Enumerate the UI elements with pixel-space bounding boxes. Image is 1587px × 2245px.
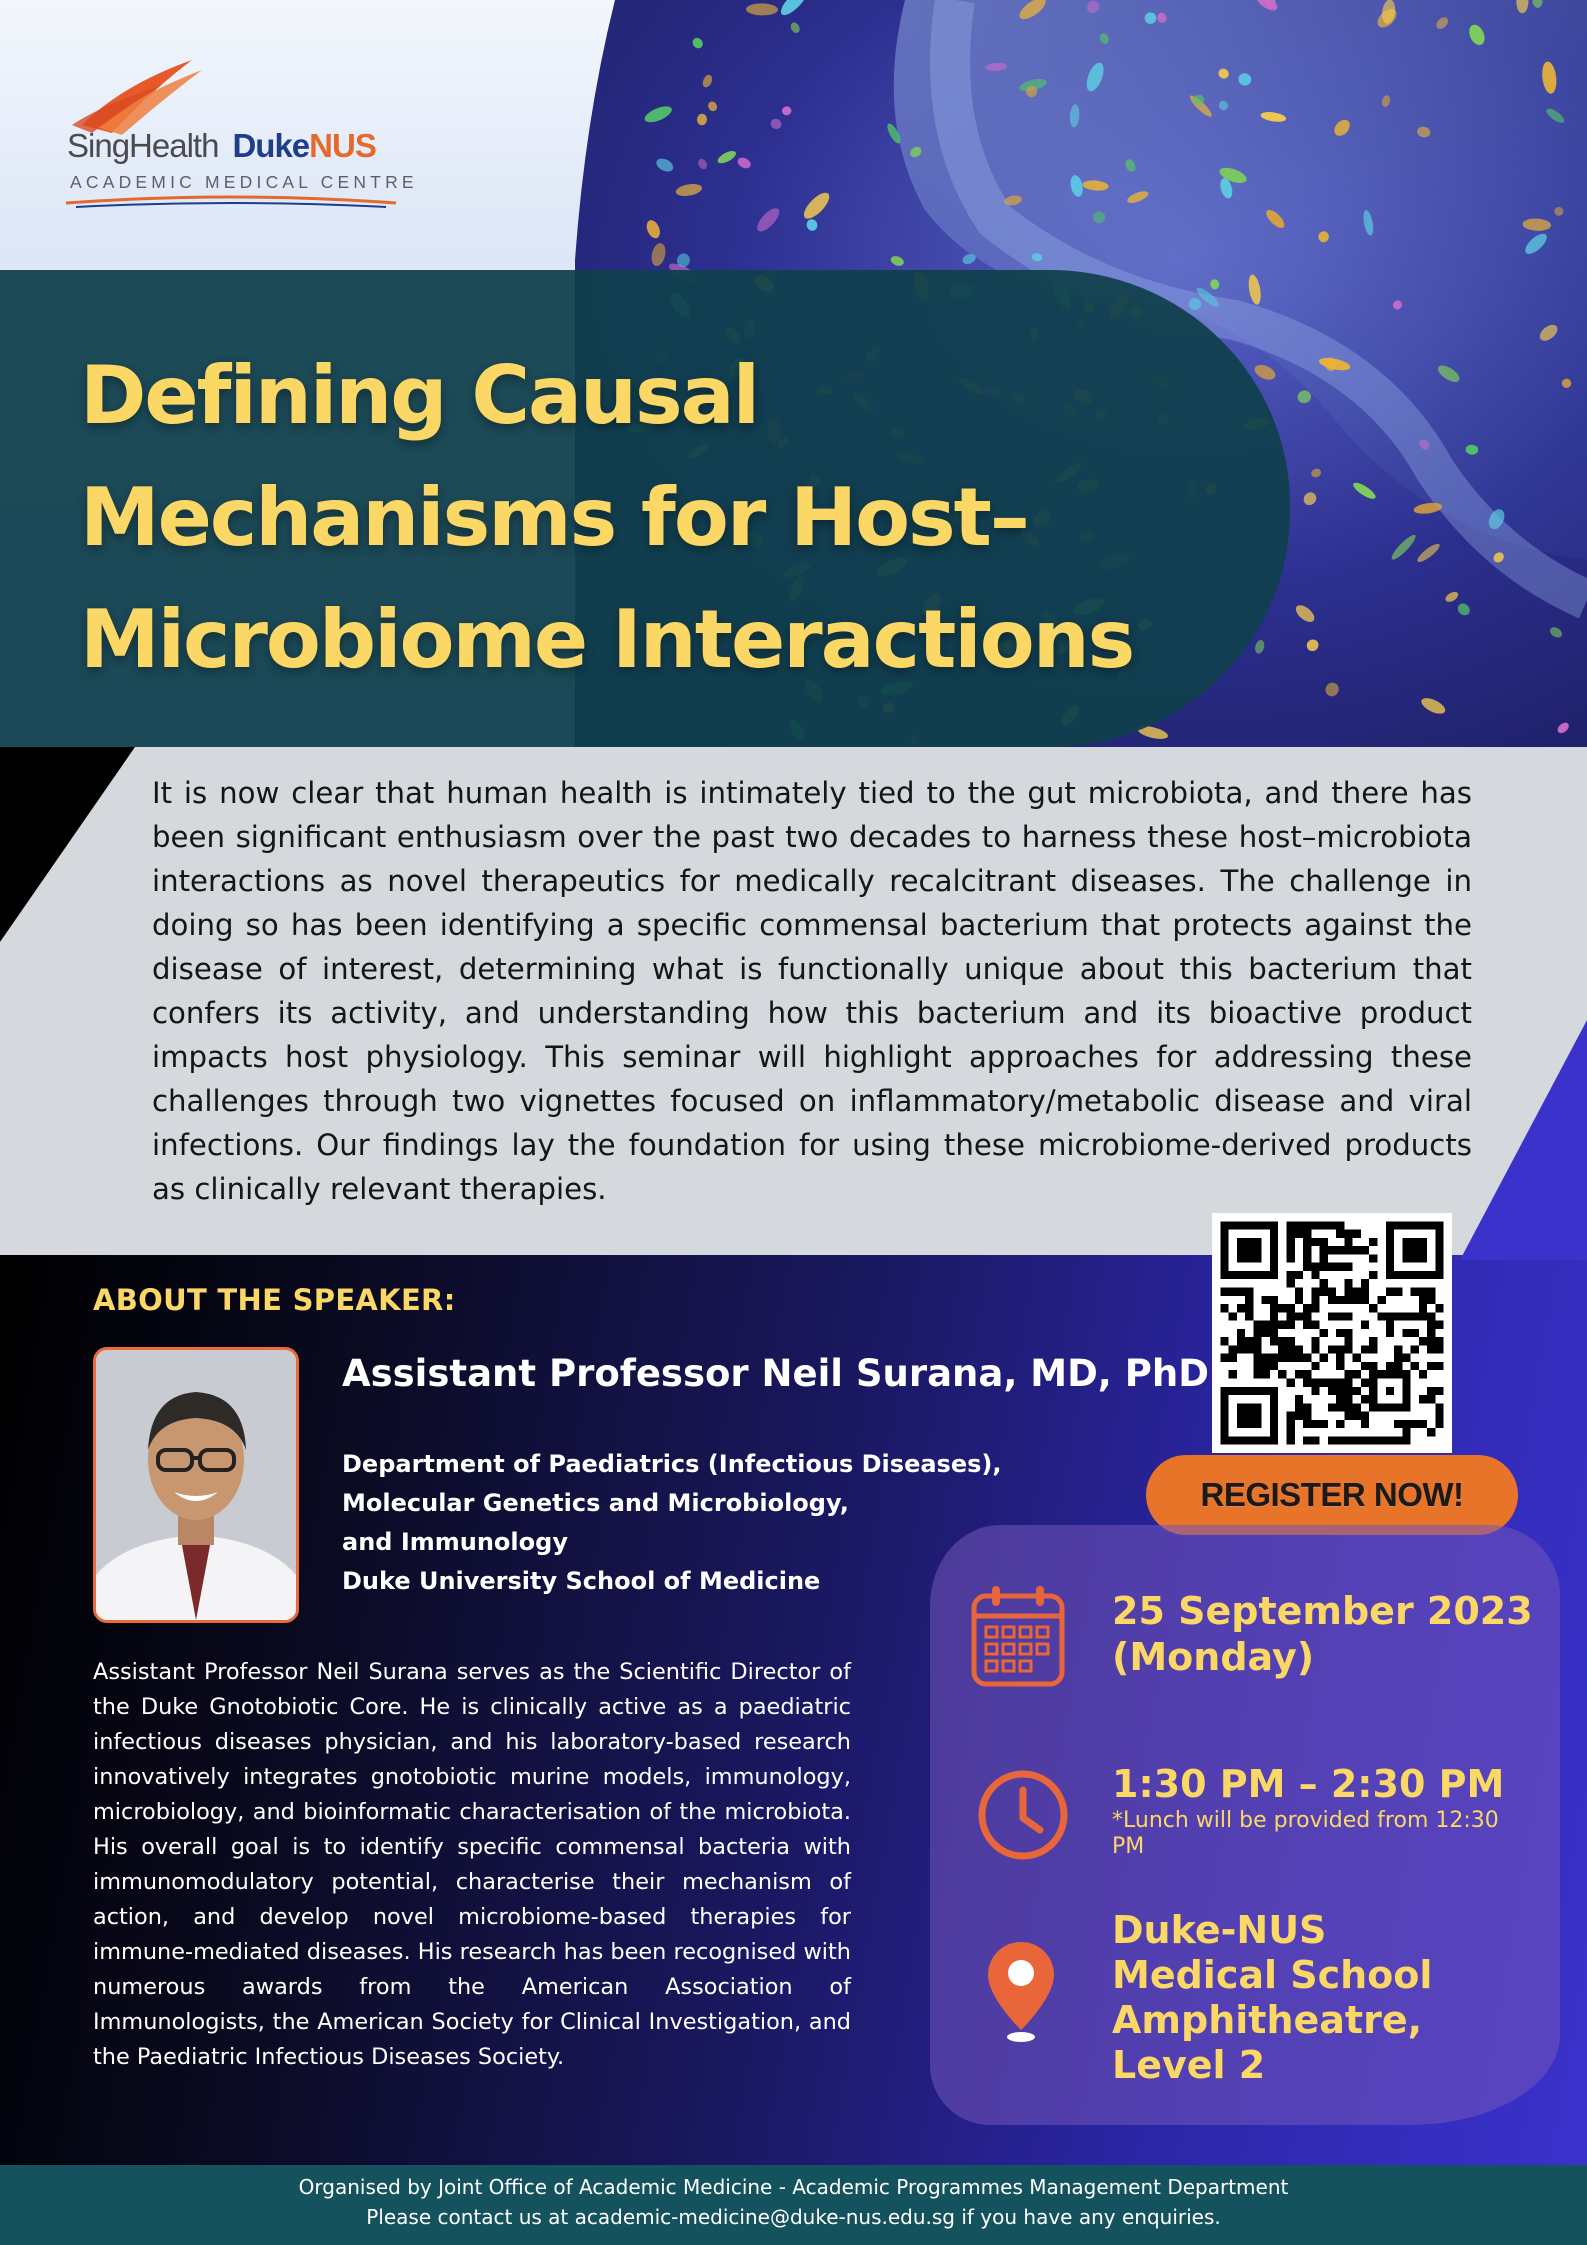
qr-module <box>1427 1329 1435 1337</box>
qr-module <box>1353 1246 1361 1254</box>
qr-module <box>1270 1321 1278 1329</box>
qr-module <box>1303 1354 1311 1362</box>
qr-module <box>1378 1436 1386 1444</box>
registration-qr-code[interactable] <box>1212 1213 1452 1453</box>
qr-module <box>1361 1420 1369 1428</box>
qr-module <box>1286 1304 1294 1312</box>
qr-module <box>1435 1387 1443 1395</box>
qr-module <box>1435 1304 1443 1312</box>
qr-module <box>1237 1345 1245 1353</box>
qr-module <box>1229 1345 1237 1353</box>
qr-module <box>1369 1362 1377 1370</box>
qr-module <box>1369 1345 1377 1353</box>
qr-module <box>1361 1362 1369 1370</box>
qr-module <box>1320 1354 1328 1362</box>
qr-module <box>1353 1412 1361 1420</box>
qr-module <box>1344 1337 1352 1345</box>
qr-module <box>1303 1263 1311 1271</box>
qr-module <box>1328 1436 1336 1444</box>
logo-singhealth: SingHealth <box>67 127 219 164</box>
qr-module <box>1311 1387 1319 1395</box>
qr-module <box>1320 1221 1328 1229</box>
qr-module <box>1220 1287 1228 1295</box>
speaker-bio: Assistant Professor Neil Surana serves as the Scientific Director of the Duke Gnotobiotic Core. He is clinically active as a paediatric infectious diseases physician, and his laboratory-based research innovatively integrates gnotobiotic murine models, immunology, microbiology, and bioinformatic characterisation of the microbiota. His overall goal is to identify specific commensal bacteria with immunomodulatory potential, characterise their mechanism of action, and develop novel microbiome-based therapies for immune-mediated diseases. His research has been recognised with numerous awards from the American Association of Immunologists, the American Society for Clinical Investigation, and the Paediatric Infectious Diseases Society. <box>93 1659 851 2070</box>
qr-module <box>1361 1345 1369 1353</box>
qr-module <box>1386 1287 1394 1295</box>
qr-module <box>1286 1420 1294 1428</box>
qr-module <box>1303 1238 1311 1246</box>
qr-module <box>1320 1279 1328 1287</box>
qr-module <box>1303 1412 1311 1420</box>
qr-module <box>1328 1246 1336 1254</box>
qr-module <box>1237 1329 1245 1337</box>
qr-module <box>1295 1395 1303 1403</box>
qr-module <box>1427 1345 1435 1353</box>
qr-module <box>1427 1387 1435 1395</box>
qr-module <box>1435 1403 1443 1411</box>
qr-module <box>1336 1420 1344 1428</box>
qr-module <box>1336 1395 1344 1403</box>
qr-module <box>1303 1321 1311 1329</box>
qr-module <box>1369 1254 1377 1262</box>
qr-module <box>1262 1321 1270 1329</box>
qr-module <box>1270 1354 1278 1362</box>
qr-module <box>1394 1420 1402 1428</box>
qr-module <box>1229 1312 1237 1320</box>
qr-module <box>1394 1436 1402 1444</box>
qr-module <box>1311 1238 1319 1246</box>
department-line: Duke University School of Medicine <box>342 1567 821 1595</box>
qr-module <box>1419 1304 1427 1312</box>
qr-module <box>1328 1287 1336 1295</box>
qr-module <box>1328 1263 1336 1271</box>
event-time: 1:30 PM – 2:30 PM <box>1112 1762 1505 1806</box>
qr-module <box>1361 1296 1369 1304</box>
footer <box>0 2165 1587 2245</box>
qr-module <box>1419 1287 1427 1295</box>
qr-module <box>1262 1354 1270 1362</box>
qr-module <box>1353 1370 1361 1378</box>
qr-module <box>1245 1304 1253 1312</box>
qr-module <box>1303 1230 1311 1238</box>
event-day: (Monday) <box>1112 1635 1315 1679</box>
qr-module <box>1435 1412 1443 1420</box>
qr-module <box>1386 1321 1394 1329</box>
qr-module <box>1336 1312 1344 1320</box>
qr-module <box>1303 1420 1311 1428</box>
qr-module <box>1394 1312 1402 1320</box>
qr-module <box>1237 1403 1262 1428</box>
department-line: and Immunology <box>342 1528 568 1556</box>
qr-module <box>1245 1337 1253 1345</box>
qr-module <box>1286 1246 1294 1254</box>
qr-module <box>1253 1362 1261 1370</box>
qr-module <box>1295 1287 1303 1295</box>
qr-module <box>1237 1337 1245 1345</box>
qr-module <box>1402 1428 1410 1436</box>
qr-module <box>1278 1304 1286 1312</box>
seminar-abstract: It is now clear that human health is intimately tied to the gut microbiota, and there has been significant enthusiasm over the past two decades to harness these host–microbiota interactions as novel therapeutics for medically recalcitrant diseases. The challenge in doing so has been identifying a specific commensal bacterium that protects against the disease of interest, determining what is functionally unique about this bacterium that confers its activity, and understanding how this bacterium and its bioactive product impacts host physiology. This seminar will highlight approaches for addressing these challenges through two vignettes focused on inflammatory/metabolic disease and viral infections. Our findings lay the foundation for using these microbiome-derived products as clinically relevant therapies. <box>152 776 1472 1206</box>
qr-module <box>1320 1246 1328 1254</box>
qr-module <box>1278 1321 1286 1329</box>
qr-module <box>1353 1230 1361 1238</box>
qr-module <box>1295 1312 1303 1320</box>
qr-module <box>1394 1362 1402 1370</box>
qr-module <box>1378 1312 1386 1320</box>
qr-module <box>1369 1304 1377 1312</box>
qr-module <box>1369 1271 1377 1279</box>
qr-module <box>1237 1287 1245 1295</box>
qr-module <box>1303 1312 1311 1320</box>
qr-module <box>1419 1312 1427 1320</box>
qr-module <box>1295 1370 1303 1378</box>
qr-module <box>1311 1296 1319 1304</box>
qr-module <box>1411 1420 1419 1428</box>
qr-module <box>1427 1395 1435 1403</box>
qr-module <box>1427 1337 1435 1345</box>
event-date: 25 September 2023 <box>1112 1589 1533 1633</box>
qr-module <box>1344 1312 1352 1320</box>
calendar-icon <box>968 1582 1068 1690</box>
qr-module <box>1286 1379 1294 1387</box>
qr-module <box>1270 1329 1278 1337</box>
qr-module <box>1303 1379 1311 1387</box>
logo-underline-icon <box>66 195 396 209</box>
qr-module <box>1336 1221 1344 1229</box>
qr-module <box>1286 1337 1294 1345</box>
qr-module <box>1419 1395 1427 1403</box>
qr-module <box>1328 1296 1336 1304</box>
qr-module <box>1328 1312 1336 1320</box>
qr-module <box>1369 1238 1377 1246</box>
qr-module <box>1394 1287 1402 1295</box>
qr-module <box>1336 1345 1344 1353</box>
qr-module <box>1320 1329 1328 1337</box>
qr-module <box>1344 1279 1352 1287</box>
venue-line: Medical School <box>1112 1953 1433 1997</box>
qr-module <box>1344 1370 1352 1378</box>
qr-module <box>1286 1412 1294 1420</box>
qr-module <box>1361 1412 1369 1420</box>
qr-module <box>1311 1271 1319 1279</box>
qr-module <box>1245 1345 1253 1353</box>
qr-module <box>1353 1287 1361 1295</box>
qr-module <box>1386 1312 1394 1320</box>
qr-module <box>1427 1428 1435 1436</box>
qr-module <box>1286 1279 1294 1287</box>
qr-module <box>1435 1337 1443 1345</box>
qr-module <box>1369 1337 1377 1345</box>
about-speaker-heading: ABOUT THE SPEAKER: <box>93 1283 456 1317</box>
qr-module <box>1320 1379 1328 1387</box>
qr-module <box>1328 1345 1336 1353</box>
qr-module <box>1237 1238 1262 1263</box>
qr-module <box>1344 1329 1352 1337</box>
location-pin-icon <box>986 1940 1056 2044</box>
qr-module <box>1295 1230 1303 1238</box>
qr-module <box>1270 1296 1278 1304</box>
qr-module <box>1344 1230 1352 1238</box>
qr-module <box>1402 1329 1410 1337</box>
qr-module <box>1419 1337 1427 1345</box>
speaker-name: Assistant Professor Neil Surana, MD, PhD <box>342 1352 1209 1395</box>
qr-module <box>1286 1254 1294 1262</box>
qr-module <box>1344 1287 1352 1295</box>
qr-module <box>1427 1296 1435 1304</box>
qr-module <box>1344 1379 1352 1387</box>
qr-module <box>1270 1312 1278 1320</box>
venue-line: Amphitheatre, <box>1112 1998 1423 2042</box>
qr-module <box>1311 1379 1319 1387</box>
qr-module <box>1394 1354 1402 1362</box>
qr-module <box>1361 1279 1369 1287</box>
qr-module <box>1361 1436 1369 1444</box>
qr-module <box>1311 1263 1319 1271</box>
qr-module <box>1402 1312 1410 1320</box>
qr-module <box>1295 1354 1303 1362</box>
qr-module <box>1344 1412 1352 1420</box>
qr-module <box>1286 1238 1294 1246</box>
institution-logo <box>62 55 422 215</box>
qr-module <box>1402 1420 1410 1428</box>
qr-module <box>1328 1221 1336 1229</box>
qr-module <box>1361 1287 1369 1295</box>
logo-nus: NUS <box>309 127 376 164</box>
qr-module <box>1295 1221 1303 1229</box>
qr-module <box>1295 1296 1303 1304</box>
qr-module <box>1344 1296 1352 1304</box>
qr-module <box>1286 1230 1294 1238</box>
qr-module <box>1262 1296 1270 1304</box>
qr-module <box>1303 1370 1311 1378</box>
qr-module <box>1353 1403 1361 1411</box>
qr-module <box>1295 1412 1303 1420</box>
qr-module <box>1303 1403 1311 1411</box>
qr-module <box>1353 1387 1361 1395</box>
qr-module <box>1253 1354 1261 1362</box>
qr-module <box>1311 1304 1319 1312</box>
qr-module <box>1361 1379 1369 1387</box>
qr-module <box>1278 1337 1286 1345</box>
qr-module <box>1220 1304 1228 1312</box>
qr-module <box>1229 1287 1237 1295</box>
qr-module <box>1286 1312 1294 1320</box>
qr-module <box>1344 1345 1352 1353</box>
qr-module <box>1336 1387 1344 1395</box>
qr-module <box>1286 1345 1294 1353</box>
qr-module <box>1344 1387 1352 1395</box>
department-line: Department of Paediatrics (Infectious Diseases), <box>342 1450 1002 1478</box>
clock-icon <box>976 1768 1070 1862</box>
qr-module <box>1427 1287 1435 1295</box>
qr-module <box>1311 1420 1319 1428</box>
qr-module <box>1262 1362 1270 1370</box>
register-now-button[interactable]: REGISTER NOW! <box>1146 1455 1518 1535</box>
speaker-department <box>342 1445 1001 1601</box>
qr-module <box>1278 1370 1286 1378</box>
qr-module <box>1427 1312 1435 1320</box>
qr-module <box>1361 1395 1369 1403</box>
qr-module <box>1253 1329 1261 1337</box>
qr-module <box>1220 1337 1228 1345</box>
qr-module <box>1295 1403 1303 1411</box>
qr-module <box>1435 1420 1443 1428</box>
qr-module <box>1286 1271 1294 1279</box>
qr-module <box>1270 1362 1278 1370</box>
qr-module <box>1419 1370 1427 1378</box>
qr-module <box>1394 1345 1402 1353</box>
qr-module <box>1303 1254 1311 1262</box>
qr-module <box>1262 1370 1270 1378</box>
qr-module <box>1286 1221 1294 1229</box>
qr-module <box>1336 1329 1344 1337</box>
qr-module <box>1311 1221 1319 1229</box>
qr-module <box>1303 1304 1311 1312</box>
qr-module <box>1286 1428 1294 1436</box>
qr-module <box>1245 1312 1253 1320</box>
qr-module <box>1353 1436 1361 1444</box>
footer-organiser: Organised by Joint Office of Academic Medicine - Academic Programmes Management Department <box>298 2175 1289 2199</box>
qr-module <box>1369 1436 1377 1444</box>
qr-module <box>1311 1345 1319 1353</box>
qr-module <box>1303 1436 1311 1444</box>
venue-line: Level 2 <box>1112 2043 1266 2087</box>
footer-contact[interactable]: Please contact us at academic-medicine@duke-nus.edu.sg if you have any enquiries. <box>366 2205 1221 2229</box>
qr-module <box>1361 1321 1369 1329</box>
qr-module <box>1328 1387 1336 1395</box>
qr-module <box>1245 1287 1253 1295</box>
qr-module <box>1435 1321 1443 1329</box>
qr-module <box>1419 1420 1427 1428</box>
qr-module <box>1328 1403 1336 1411</box>
lunch-note: *Lunch will be provided from 12:30 PM <box>1112 1808 1499 1859</box>
qr-module <box>1253 1337 1261 1345</box>
qr-module <box>1386 1329 1394 1337</box>
qr-module <box>1278 1345 1286 1353</box>
qr-module <box>1320 1263 1328 1271</box>
qr-code-icon[interactable] <box>1212 1213 1452 1453</box>
qr-module <box>1253 1345 1261 1353</box>
qr-module <box>1411 1287 1419 1295</box>
speaker-portrait-icon <box>96 1350 296 1620</box>
qr-module <box>1336 1362 1344 1370</box>
qr-module <box>1344 1263 1352 1271</box>
qr-module <box>1344 1395 1352 1403</box>
qr-module <box>1353 1354 1361 1362</box>
qr-module <box>1229 1370 1237 1378</box>
qr-module <box>1311 1287 1319 1295</box>
qr-module <box>1286 1354 1294 1362</box>
qr-module <box>1295 1271 1303 1279</box>
qr-module <box>1278 1354 1286 1362</box>
qr-module <box>1270 1304 1278 1312</box>
qr-module <box>1253 1321 1261 1329</box>
qr-module <box>1295 1345 1303 1353</box>
qr-module <box>1336 1263 1344 1271</box>
qr-module <box>1320 1254 1328 1262</box>
seminar-title: Defining Causal Mechanisms for Host–Microbiome Interactions <box>80 349 1134 686</box>
qr-module <box>1336 1246 1344 1254</box>
department-line: Molecular Genetics and Microbiology, <box>342 1489 849 1517</box>
qr-module <box>1411 1329 1419 1337</box>
qr-module <box>1220 1354 1228 1362</box>
qr-module <box>1344 1436 1352 1444</box>
qr-module <box>1253 1370 1261 1378</box>
qr-module <box>1336 1354 1344 1362</box>
qr-module <box>1402 1354 1410 1362</box>
qr-module <box>1286 1436 1294 1444</box>
qr-module <box>1336 1403 1344 1411</box>
speaker-photo <box>93 1347 299 1623</box>
qr-module <box>1328 1379 1336 1387</box>
logo-tagline: ACADEMIC MEDICAL CENTRE <box>70 172 418 192</box>
qr-module <box>1427 1362 1435 1370</box>
qr-module <box>1435 1345 1443 1353</box>
qr-module <box>1353 1296 1361 1304</box>
qr-module <box>1336 1436 1344 1444</box>
qr-module <box>1411 1362 1419 1370</box>
qr-module <box>1419 1296 1427 1304</box>
qr-module <box>1311 1321 1319 1329</box>
qr-module <box>1411 1345 1419 1353</box>
qr-module <box>1411 1312 1419 1320</box>
qr-module <box>1361 1246 1369 1254</box>
qr-module <box>1311 1436 1319 1444</box>
qr-module <box>1378 1296 1386 1304</box>
qr-module <box>1229 1354 1237 1362</box>
qr-module <box>1402 1238 1427 1263</box>
qr-module <box>1336 1296 1344 1304</box>
qr-module <box>1427 1321 1435 1329</box>
qr-module <box>1344 1403 1352 1411</box>
qr-module <box>1303 1246 1311 1254</box>
qr-module <box>1336 1379 1344 1387</box>
venue-line: Duke-NUS <box>1112 1908 1327 1952</box>
qr-module <box>1386 1436 1394 1444</box>
qr-module <box>1320 1287 1328 1295</box>
qr-module <box>1435 1362 1443 1370</box>
qr-module <box>1311 1337 1319 1345</box>
qr-module <box>1386 1362 1394 1370</box>
qr-module <box>1286 1321 1294 1329</box>
qr-module <box>1344 1238 1352 1246</box>
qr-module <box>1270 1337 1278 1345</box>
qr-module <box>1245 1296 1253 1304</box>
qr-module <box>1320 1238 1328 1246</box>
qr-module <box>1402 1436 1410 1444</box>
qr-module <box>1386 1387 1394 1395</box>
qr-module <box>1262 1329 1270 1337</box>
logo-wordmark <box>67 127 376 165</box>
qr-module <box>1336 1230 1344 1238</box>
qr-module <box>1320 1420 1328 1428</box>
qr-module <box>1303 1221 1311 1229</box>
qr-module <box>1311 1362 1319 1370</box>
logo-duke: Duke <box>232 127 310 164</box>
qr-module <box>1344 1246 1352 1254</box>
qr-module <box>1237 1304 1245 1312</box>
